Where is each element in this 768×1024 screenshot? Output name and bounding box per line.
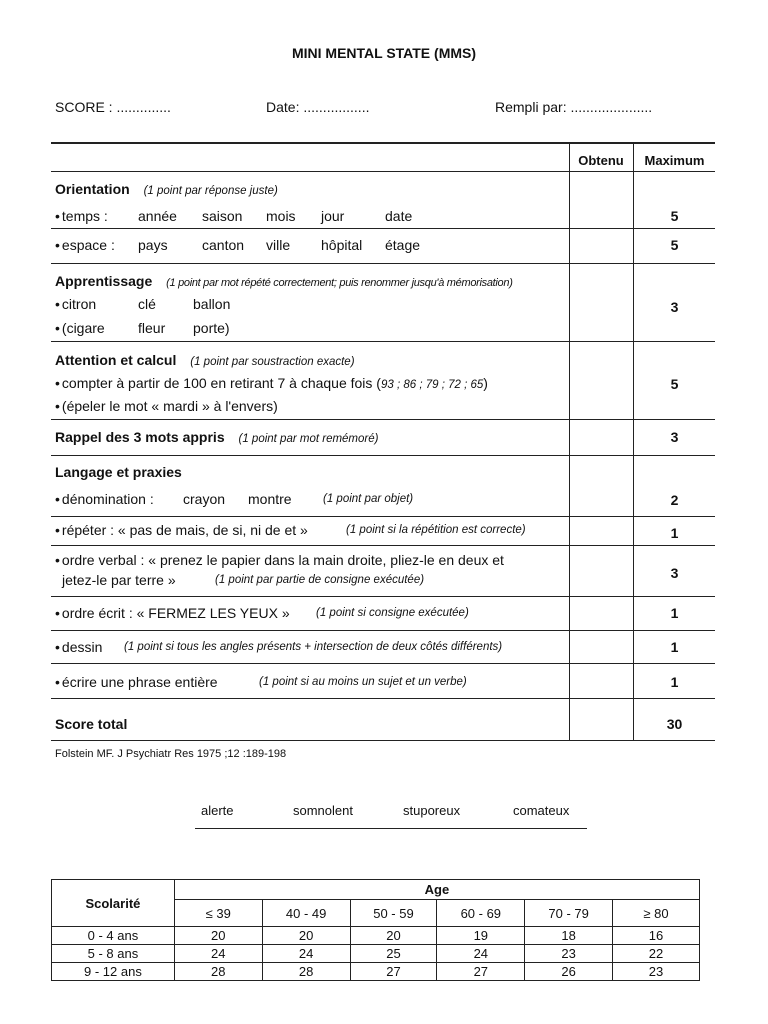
cell: 27 (350, 963, 437, 981)
section-title: Rappel des 3 mots appris (55, 429, 225, 445)
max-value: 1 (670, 525, 679, 541)
row-divider (51, 341, 715, 342)
row-label: 9 - 12 ans (52, 963, 175, 981)
ordre-ecrit-note: (1 point si consigne exécutée) (316, 607, 469, 619)
apprentissage-section (55, 273, 513, 289)
item: hôpital (321, 237, 363, 253)
denomination-row: • dénomination : (55, 491, 154, 507)
age-group: 60 - 69 (437, 900, 525, 927)
section-note: (1 point par réponse juste) (143, 185, 278, 197)
row-label: 0 - 4 ans (52, 927, 175, 945)
dessin-row: • dessin (55, 639, 102, 655)
item: mois (266, 208, 296, 224)
cell: 18 (525, 927, 613, 945)
maximum-header: Maximum (644, 153, 705, 168)
orientation-section (55, 181, 278, 197)
scolarite-header: Scolarité (52, 880, 175, 927)
section-note: (1 point par mot répété correctement; puis renommer jusqu'à mémorisation) (166, 277, 513, 289)
cell: 27 (437, 963, 525, 981)
attention-line-1: • compter à partir de 100 en retirant 7 à chaque fois (93 ; 86 ; 79 ; 72 ; 65) (55, 375, 488, 391)
max-value: 5 (670, 208, 679, 224)
cell: 28 (262, 963, 350, 981)
cell: 24 (174, 945, 262, 963)
espace-label: • espace : (55, 237, 115, 253)
rempli-par-field: Rempli par: ..................... (495, 99, 653, 115)
max-value: 3 (670, 565, 679, 581)
sequence: 93 ; 86 ; 79 ; 72 ; 65 (380, 379, 484, 391)
table-row (52, 963, 700, 981)
item: crayon (183, 491, 226, 507)
conscience-somnolent: somnolent (293, 803, 353, 818)
row-divider (51, 545, 715, 546)
dessin-note: (1 point si tous les angles présents + intersection de deux côtés différents) (124, 641, 503, 653)
ordre-verbal-line-2: jetez-le par terre » (62, 572, 176, 588)
cell: 20 (174, 927, 262, 945)
section-title: Orientation (55, 181, 130, 197)
conscience-comateux: comateux (513, 803, 570, 818)
row-label: 5 - 8 ans (52, 945, 175, 963)
row-divider (51, 663, 715, 664)
conscience-alerte: alerte (201, 803, 234, 818)
max-value: 3 (670, 299, 679, 315)
conscience-stuporeux: stuporeux (403, 803, 461, 818)
item: saison (202, 208, 243, 224)
cell: 26 (525, 963, 613, 981)
max-value: 1 (670, 639, 679, 655)
cell: 24 (437, 945, 525, 963)
cell: 23 (613, 963, 700, 981)
table-row (52, 945, 700, 963)
max-value: 2 (670, 492, 679, 508)
word-item: clé (138, 296, 156, 312)
row-divider (51, 171, 715, 172)
column-divider (569, 142, 570, 741)
item: canton (202, 237, 245, 253)
max-value: 3 (670, 429, 679, 445)
section-title: Attention et calcul (55, 352, 177, 368)
item: montre (248, 491, 292, 507)
cell: 22 (613, 945, 700, 963)
item: pays (138, 237, 168, 253)
cell: 25 (350, 945, 437, 963)
item: année (138, 208, 177, 224)
item: étage (385, 237, 421, 253)
age-group: 40 - 49 (262, 900, 350, 927)
date-field: Date: ................. (266, 99, 370, 115)
age-group: 50 - 59 (350, 900, 437, 927)
cell: 28 (174, 963, 262, 981)
max-value: 5 (670, 237, 679, 253)
table-bottom-rule (51, 740, 715, 741)
age-norms-table (51, 879, 700, 981)
word-item: • (cigare (55, 320, 105, 336)
row-divider (51, 596, 715, 597)
row-divider (51, 516, 715, 517)
attention-line-2: • (épeler le mot « mardi » à l'envers) (55, 398, 278, 414)
espace-row (55, 237, 115, 253)
row-divider (51, 698, 715, 699)
cell: 19 (437, 927, 525, 945)
age-group: ≥ 80 (613, 900, 700, 927)
max-value: 5 (670, 376, 679, 392)
section-title: Apprentissage (55, 273, 153, 289)
item: date (385, 208, 413, 224)
cell: 16 (613, 927, 700, 945)
cell: 20 (262, 927, 350, 945)
denomination-note: (1 point par objet) (323, 493, 414, 505)
score-total-label: Score total (55, 716, 128, 732)
repeter-note: (1 point si la répétition est correcte) (346, 524, 526, 536)
word-item: ballon (193, 296, 231, 312)
ordre-ecrit-row: • ordre écrit : « FERMEZ LES YEUX » (55, 605, 290, 621)
row-divider (51, 455, 715, 456)
cell: 23 (525, 945, 613, 963)
age-group: ≤ 39 (174, 900, 262, 927)
page-title: MINI MENTAL STATE (MMS) (291, 45, 477, 61)
max-value: 1 (670, 605, 679, 621)
section-note: (1 point par mot remémoré) (238, 433, 379, 445)
rappel-section (55, 429, 378, 445)
obtenu-header: Obtenu (578, 153, 624, 168)
word-item: fleur (138, 320, 166, 336)
score-field: SCORE : .............. (55, 99, 171, 115)
row-divider (51, 263, 715, 264)
repeter-row: • répéter : « pas de mais, de si, ni de et » (55, 522, 308, 538)
word-item: • citron (55, 296, 96, 312)
table-row (52, 927, 700, 945)
score-total-max: 30 (666, 716, 683, 732)
ordre-verbal-note: (1 point par partie de consigne exécutée) (215, 574, 425, 586)
word-item: porte) (193, 320, 230, 336)
section-note: (1 point par soustraction exacte) (190, 356, 355, 368)
cell: 20 (350, 927, 437, 945)
attention-section (55, 352, 355, 368)
row-divider (51, 228, 715, 229)
langage-section-title: Langage et praxies (55, 464, 182, 480)
age-header: Age (174, 880, 699, 900)
temps-row (55, 208, 108, 224)
temps-label: • temps : (55, 208, 108, 224)
max-value: 1 (670, 674, 679, 690)
phrase-note: (1 point si au moins un sujet et un verbe) (259, 676, 467, 688)
cell: 24 (262, 945, 350, 963)
row-divider (51, 630, 715, 631)
ordre-verbal-line-1: • ordre verbal : « prenez le papier dans la main droite, pliez-le en deux et (55, 552, 504, 568)
table-top-rule (51, 142, 715, 144)
reference: Folstein MF. J Psychiatr Res 1975 ;12 :189-198 (55, 748, 287, 760)
conscience-underline (195, 828, 587, 829)
item: jour (321, 208, 345, 224)
age-group: 70 - 79 (525, 900, 613, 927)
item: ville (266, 237, 291, 253)
phrase-row: • écrire une phrase entière (55, 674, 218, 690)
row-divider (51, 419, 715, 420)
